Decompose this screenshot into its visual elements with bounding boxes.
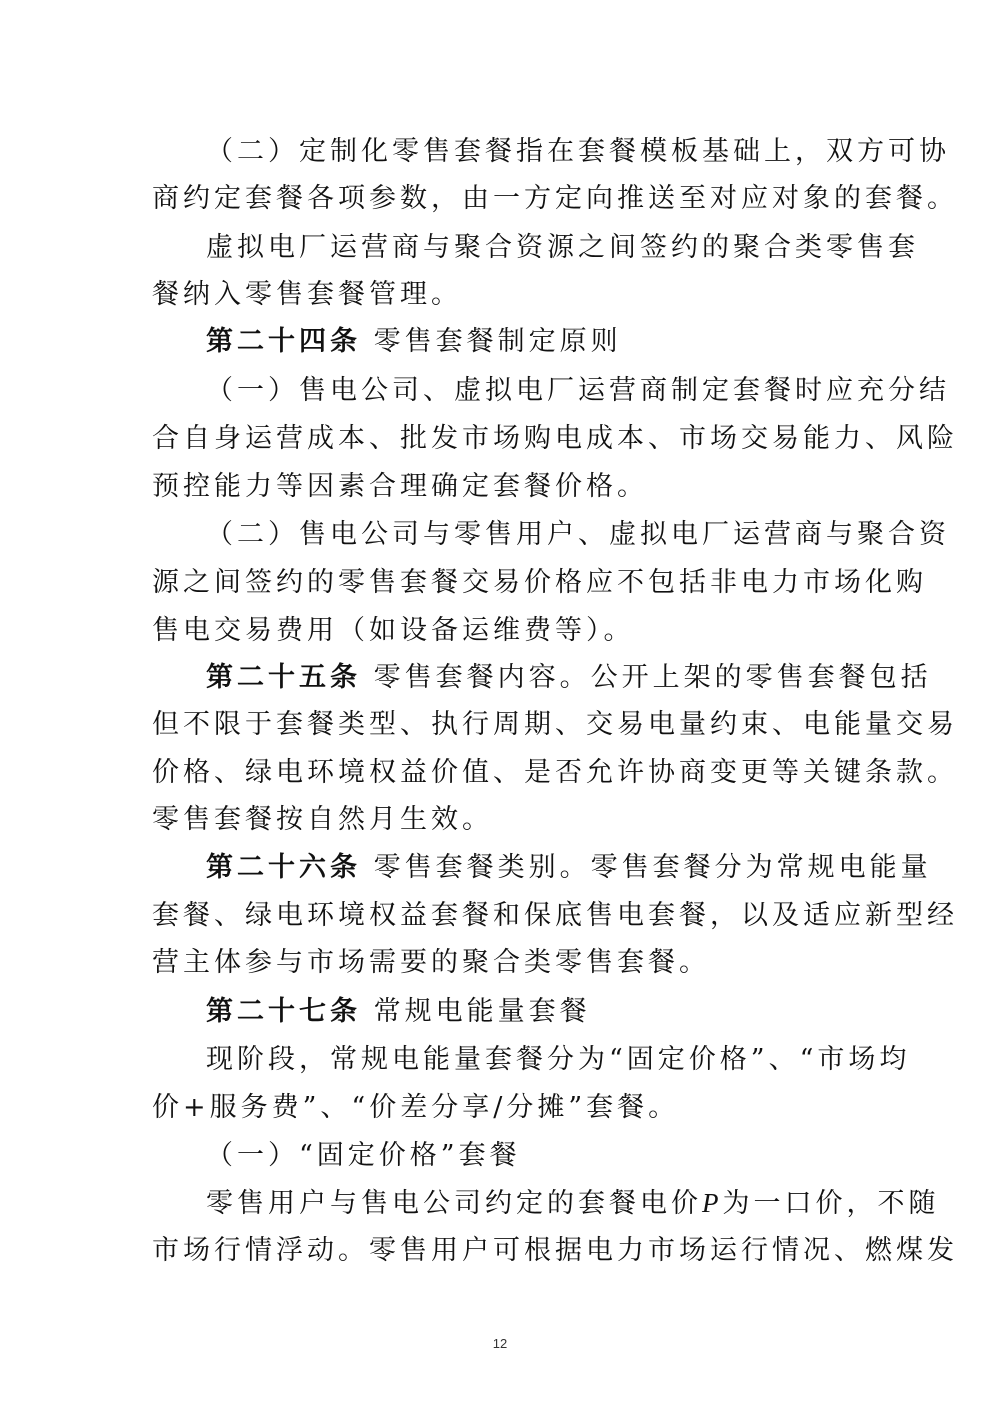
- formula-variable: P: [702, 1188, 723, 1218]
- article-heading: 第二十七条: [206, 996, 361, 1027]
- paragraph-line: 现阶段，常规电能量套餐分为“固定价格”、“市场均: [206, 1044, 911, 1075]
- article-line: [206, 995, 591, 1029]
- paragraph-line: 售电交易费用（如设备运维费等）。: [152, 615, 635, 646]
- paragraph-line: 合自身运营成本、批发市场购电成本、市场交易能力、风险: [152, 423, 958, 454]
- paragraph-line: （二）售电公司与零售用户、虚拟电厂运营商与聚合资: [206, 519, 950, 550]
- article-text: 零售套餐内容。公开上架的零售套餐包括: [373, 662, 932, 693]
- line-text: 为一口价，不随: [722, 1188, 940, 1219]
- paragraph-line: [206, 1186, 940, 1221]
- article-heading: 第二十五条: [206, 662, 361, 693]
- article-line: [206, 325, 622, 359]
- article-heading: 第二十四条: [206, 326, 361, 357]
- paragraph-line: 价格、绿电环境权益价值、是否允许协商变更等关键条款。: [152, 757, 958, 788]
- paragraph-line: 营主体参与市场需要的聚合类零售套餐。: [152, 947, 710, 978]
- article-line: [206, 851, 932, 885]
- paragraph-line: 餐纳入零售套餐管理。: [152, 279, 462, 310]
- paragraph-line: 源之间签约的零售套餐交易价格应不包括非电力市场化购: [152, 567, 927, 598]
- page-number: 12: [492, 1336, 508, 1351]
- article-title: 常规电能量套餐: [373, 996, 591, 1027]
- article-title: 零售套餐制定原则: [373, 326, 622, 357]
- paragraph-line: 价+服务费”、“价差分享/分摊”套餐。: [152, 1092, 680, 1123]
- paragraph-line: （二）定制化零售套餐指在套餐模板基础上，双方可协: [206, 136, 950, 167]
- article-text: 零售套餐类别。零售套餐分为常规电能量: [373, 852, 932, 883]
- paragraph-line: 零售套餐按自然月生效。: [152, 804, 493, 835]
- article-heading: 第二十六条: [206, 852, 361, 883]
- paragraph-line: 套餐、绿电环境权益套餐和保底售电套餐，以及适应新型经: [152, 900, 958, 931]
- paragraph-line: 商约定套餐各项参数，由一方定向推送至对应对象的套餐。: [152, 183, 958, 214]
- paragraph-line: 预控能力等因素合理确定套餐价格。: [152, 471, 648, 502]
- paragraph-line: 虚拟电厂运营商与聚合资源之间签约的聚合类零售套: [206, 232, 919, 263]
- paragraph-line: 但不限于套餐类型、执行周期、交易电量约束、电能量交易: [152, 709, 958, 740]
- article-line: [206, 661, 932, 695]
- line-text: 零售用户与售电公司约定的套餐电价: [206, 1188, 702, 1219]
- paragraph-line: （一）售电公司、虚拟电厂运营商制定套餐时应充分结: [206, 375, 950, 406]
- paragraph-line: 市场行情浮动。零售用户可根据电力市场运行情况、燃煤发: [152, 1235, 958, 1266]
- paragraph-line: （一）“固定价格”套餐: [206, 1140, 521, 1171]
